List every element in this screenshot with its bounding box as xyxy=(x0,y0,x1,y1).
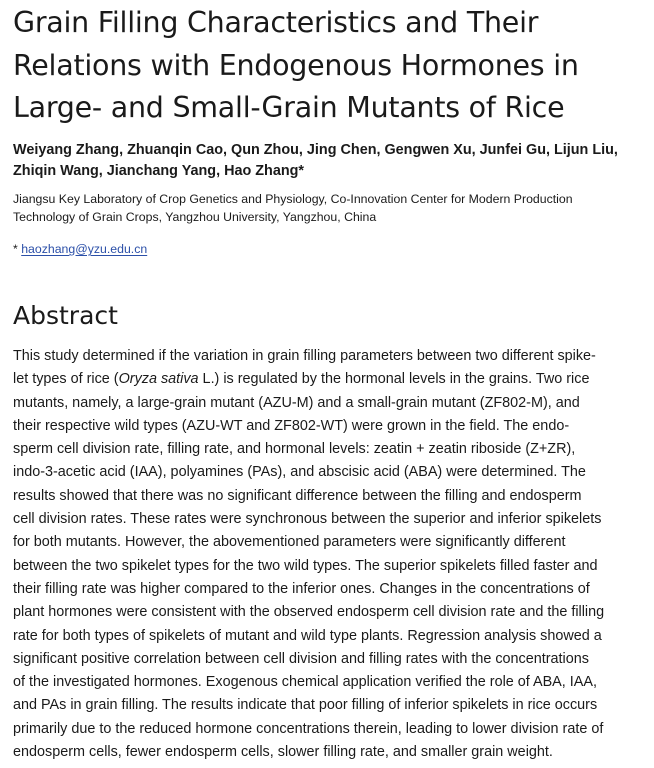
abstract-line: between the two spikelet types for the two wild types. The superior spikelets filled faster and xyxy=(13,557,598,574)
species-name: Oryza sativa xyxy=(118,371,199,388)
abstract-line: plant hormones were consistent with the observed endosperm cell division rate and the filling xyxy=(13,604,605,621)
abstract-line: endosperm cells, fewer endosperm cells, slower filling rate, and smaller grain weight. xyxy=(13,744,553,761)
abstract-line: primarily due to the reduced hormone concentrations therein, leading to lower division rate of xyxy=(13,720,604,737)
corresponding-marker: * xyxy=(13,242,18,256)
correspondence-line xyxy=(13,241,147,258)
author-list xyxy=(13,140,645,182)
abstract-line: and PAs in grain filling. The results indicate that poor filling of inferior spikelets in rice occurs xyxy=(13,697,598,714)
abstract-line: rate for both types of spikelets of mutant and wild type plants. Regression analysis showed a xyxy=(13,627,602,644)
affiliation xyxy=(13,191,643,226)
abstract-line: their filling rate was higher compared to the inferior ones. Changes in the concentrations of xyxy=(13,580,590,597)
abstract-heading: Abstract xyxy=(13,301,118,330)
title-line: Large- and Small-Grain Mutants of Rice xyxy=(13,91,565,124)
affiliation-line: Jiangsu Key Laboratory of Crop Genetics and Physiology, Co-Innovation Center for Modern Production xyxy=(13,192,573,206)
abstract-line: their respective wild types (AZU-WT and ZF802-WT) were grown in the field. The endo- xyxy=(13,417,570,434)
abstract-line: of the investigated hormones. Exogenous chemical application verified the role of ABA, IAA, xyxy=(13,674,597,691)
affiliation-line: Technology of Grain Crops, Yangzhou University, Yangzhou, China xyxy=(13,209,377,224)
abstract-line: mutants, namely, a large-grain mutant (AZU-M) and a small-grain mutant (ZF802-M), and xyxy=(13,394,580,411)
title-line: Relations with Endogenous Hormones in xyxy=(13,48,579,82)
abstract-line: indo-3-acetic acid (IAA), polyamines (PAs), and abscisic acid (ABA) were determined. The xyxy=(13,464,586,481)
abstract-line: sperm cell division rate, filling rate, and hormonal levels: zeatin + zeatin riboside (Z+ZR), xyxy=(13,441,576,458)
email-link[interactable]: haozhang@yzu.edu.cn xyxy=(21,242,148,256)
abstract-line: cell division rates. These rates were synchronous between the superior and inferior spikelets xyxy=(13,511,602,528)
abstract-line: significant positive correlation between cell division and filling rates with the concentrations xyxy=(13,650,589,667)
article-title xyxy=(13,2,643,130)
author-line: Weiyang Zhang, Zhuanqin Cao, Qun Zhou, Jing Chen, Gengwen Xu, Junfei Gu, Lijun Liu, xyxy=(13,142,618,158)
abstract-line: results showed that there was no significant difference between the filling and endosperm xyxy=(13,487,582,504)
abstract-line: let types of rice (Oryza sativa L.) is regulated by the hormonal levels in the grains. Two rice xyxy=(13,371,590,388)
abstract-line: for both mutants. However, the abovementioned parameters were significantly different xyxy=(13,534,566,551)
abstract-line: This study determined if the variation in grain filling parameters between two different spike- xyxy=(13,348,596,364)
abstract-body xyxy=(13,345,643,764)
author-line: Zhiqin Wang, Jianchang Yang, Hao Zhang* xyxy=(13,163,305,179)
title-line: Grain Filling Characteristics and Their xyxy=(13,6,539,39)
